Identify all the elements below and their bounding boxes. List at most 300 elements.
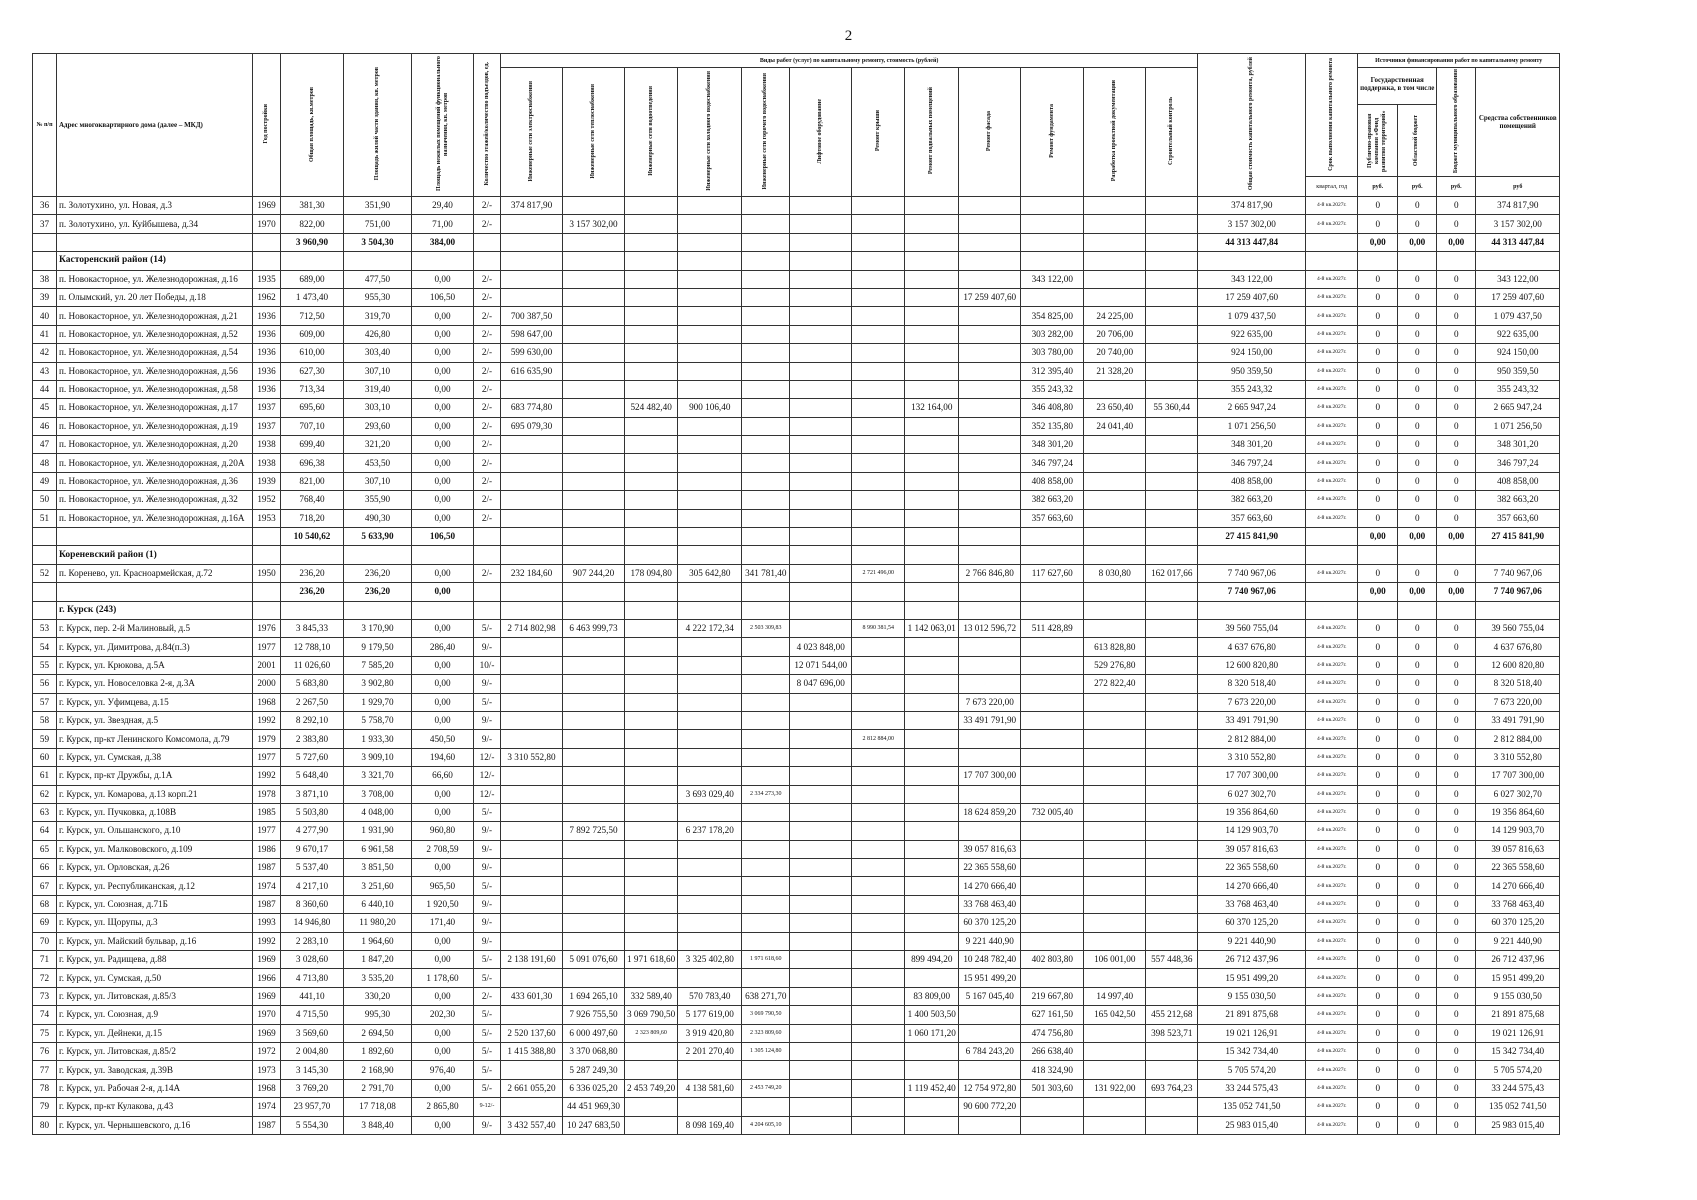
cell-a1: 23 957,70 [281, 1098, 344, 1116]
cell-n: 73 [33, 987, 57, 1005]
cell-a1: 4 715,50 [281, 1006, 344, 1024]
cell-fl: 9/- [474, 914, 501, 932]
cell-d [1306, 583, 1358, 601]
cell-f2: 0 [1398, 1024, 1437, 1042]
cell-l [790, 840, 852, 858]
cell-d: 4-й кв.2027г. [1306, 711, 1358, 729]
cell-f2: 0 [1398, 491, 1437, 509]
cell-f3: 0 [1437, 711, 1476, 729]
cell-year: 1969 [253, 197, 281, 215]
cell-l [790, 767, 852, 785]
cell-l [790, 1061, 852, 1079]
cell-h [563, 711, 625, 729]
cell-year: 1937 [253, 417, 281, 435]
cell-f1: 0 [1358, 767, 1398, 785]
cell-fd [1021, 914, 1084, 932]
cell-f4: 135 052 741,50 [1476, 1098, 1560, 1116]
table-row [33, 399, 1560, 417]
col-fund: Публично-правовая компания «Фонд развития территорий» [1366, 109, 1387, 172]
cell-f3: 0 [1437, 859, 1476, 877]
cell-fl: 2/- [474, 344, 501, 362]
cell-f2: 0 [1398, 362, 1437, 380]
cell-f3: 0 [1437, 362, 1476, 380]
cell-e [501, 656, 563, 674]
cell-l [790, 785, 852, 803]
cell-fl: 9/- [474, 895, 501, 913]
cell-t: 14 270 666,40 [1198, 877, 1306, 895]
cell-k [1146, 1116, 1198, 1134]
cell-f2: 0 [1398, 344, 1437, 362]
col-regional-budget: Областной бюджет [1413, 114, 1420, 167]
cell-fd: 346 797,24 [1021, 454, 1084, 472]
col-heat: Инженерные сети теплоснабжения [590, 83, 596, 179]
cell-hw [742, 270, 790, 288]
cell-n: 61 [33, 767, 57, 785]
cell-fd: 732 005,40 [1021, 803, 1084, 821]
cell-k [1146, 362, 1198, 380]
col-deadline: Срок выполнения капитального ремонта [1328, 57, 1335, 171]
cell-e: 695 079,30 [501, 417, 563, 435]
cell-a3: 0,00 [412, 454, 474, 472]
cell-p [1084, 1061, 1146, 1079]
cell-year: 1973 [253, 1061, 281, 1079]
cell-d: 4-й кв.2027г. [1306, 1098, 1358, 1116]
cell-s [625, 472, 678, 490]
cell-e [501, 638, 563, 656]
cell-e [501, 546, 563, 564]
cell-fl: 2/- [474, 325, 501, 343]
cell-p [1084, 454, 1146, 472]
cell-t: 21 891 875,68 [1198, 1006, 1306, 1024]
cell-s [625, 491, 678, 509]
cell-f [959, 601, 1021, 619]
cell-fl: 2/- [474, 436, 501, 454]
cell-hw [742, 546, 790, 564]
cell-e [501, 840, 563, 858]
cell-a1: 3 569,60 [281, 1024, 344, 1042]
cell-h: 907 244,20 [563, 564, 625, 582]
cell-k [1146, 987, 1198, 1005]
financing-group-header: Источники финансирования работ по капитальному ремонту [1358, 54, 1560, 68]
cell-fd: 418 324,90 [1021, 1061, 1084, 1079]
cell-t: 1 079 437,50 [1198, 307, 1306, 325]
cell-a3: 0,00 [412, 932, 474, 950]
cell-e: 2 661 055,20 [501, 1079, 563, 1097]
cell-fl: 2/- [474, 472, 501, 490]
cell-n: 78 [33, 1079, 57, 1097]
cell-year: 1970 [253, 215, 281, 233]
cell-n: 39 [33, 288, 57, 306]
cell-r [852, 656, 905, 674]
cell-t: 15 342 734,40 [1198, 1042, 1306, 1060]
cell-fl [474, 546, 501, 564]
cell-f2: 0 [1398, 197, 1437, 215]
cell-hw [742, 1098, 790, 1116]
table-row [33, 472, 1560, 490]
cell-f4 [1476, 252, 1560, 270]
cell-s [625, 730, 678, 748]
cell-fd: 312 395,40 [1021, 362, 1084, 380]
cell-t: 357 663,60 [1198, 509, 1306, 527]
cell-a2: 2 168,90 [344, 1061, 412, 1079]
cell-h [563, 638, 625, 656]
cell-hw [742, 362, 790, 380]
cell-f [959, 509, 1021, 527]
cell-f1: 0 [1358, 859, 1398, 877]
cell-year: 1993 [253, 914, 281, 932]
cell-fl: 2/- [474, 197, 501, 215]
cell-p: 131 922,00 [1084, 1079, 1146, 1097]
cell-e: 3 432 557,40 [501, 1116, 563, 1134]
cell-f2: 0,00 [1398, 528, 1437, 546]
cell-f4: 924 150,00 [1476, 344, 1560, 362]
cell-f4: 6 027 302,70 [1476, 785, 1560, 803]
cell-a1: 713,34 [281, 380, 344, 398]
cell-hw [742, 288, 790, 306]
cell-a3: 0,00 [412, 951, 474, 969]
cell-d: 4-й кв.2027г. [1306, 877, 1358, 895]
cell-addr: г. Курск, ул. Орловская, д.26 [57, 859, 253, 877]
cell-hw [742, 601, 790, 619]
cell-e [501, 675, 563, 693]
cell-e [501, 491, 563, 509]
cell-h [563, 417, 625, 435]
cell-a3: 0,00 [412, 436, 474, 454]
cell-n: 75 [33, 1024, 57, 1042]
cell-hw [742, 969, 790, 987]
cell-p: 8 030,80 [1084, 564, 1146, 582]
cell-a2: 1 933,30 [344, 730, 412, 748]
cell-hw [742, 233, 790, 251]
cell-year: 1977 [253, 822, 281, 840]
cell-f2: 0 [1398, 564, 1437, 582]
cell-f2: 0,00 [1398, 233, 1437, 251]
cell-k [1146, 675, 1198, 693]
cell-n: 43 [33, 362, 57, 380]
cell-d: 4-й кв.2027г. [1306, 215, 1358, 233]
cell-p [1084, 215, 1146, 233]
cell-fl: 5/- [474, 969, 501, 987]
cell-s [625, 711, 678, 729]
cell-a1: 4 277,90 [281, 822, 344, 840]
cell-fl: 2/- [474, 399, 501, 417]
cell-c [678, 656, 742, 674]
cell-addr: г. Курск, ул. Союзная, д.9 [57, 1006, 253, 1024]
cell-a1: 2 383,80 [281, 730, 344, 748]
table-row [33, 803, 1560, 821]
cell-r: 8 990 381,54 [852, 619, 905, 637]
cell-f3: 0 [1437, 491, 1476, 509]
table-row [33, 1024, 1560, 1042]
cell-d: 4-й кв.2027г. [1306, 270, 1358, 288]
cell-year: 1969 [253, 1024, 281, 1042]
cell-fd: 511 428,89 [1021, 619, 1084, 637]
cell-fd: 355 243,32 [1021, 380, 1084, 398]
cell-l [790, 877, 852, 895]
cell-s: 1 971 618,60 [625, 951, 678, 969]
cell-c: 3 693 029,40 [678, 785, 742, 803]
cell-fd: 354 825,00 [1021, 307, 1084, 325]
cell-k [1146, 233, 1198, 251]
cell-a3: 0,00 [412, 785, 474, 803]
cell-hw [742, 344, 790, 362]
cell-s [625, 914, 678, 932]
cell-l [790, 914, 852, 932]
page-number: 2 [844, 28, 853, 44]
cell-t: 2 812 884,00 [1198, 730, 1306, 748]
cell-f3 [1437, 252, 1476, 270]
cell-a2: 236,20 [344, 564, 412, 582]
cell-e [501, 454, 563, 472]
cell-f1: 0 [1358, 914, 1398, 932]
cell-a1 [281, 252, 344, 270]
table-row [33, 859, 1560, 877]
cell-f1: 0 [1358, 454, 1398, 472]
cell-h: 3 370 068,80 [563, 1042, 625, 1060]
cell-n: 77 [33, 1061, 57, 1079]
cell-f2: 0 [1398, 417, 1437, 435]
cell-f1: 0 [1358, 730, 1398, 748]
cell-f [959, 380, 1021, 398]
cell-a2: 477,50 [344, 270, 412, 288]
cell-a2: 3 170,90 [344, 619, 412, 637]
cell-c: 4 222 172,34 [678, 619, 742, 637]
cell-k [1146, 1042, 1198, 1060]
cell-n: 46 [33, 417, 57, 435]
cell-a1: 696,38 [281, 454, 344, 472]
cell-c [678, 583, 742, 601]
cell-h [563, 509, 625, 527]
cell-f [959, 436, 1021, 454]
cell-f [959, 675, 1021, 693]
table-row [33, 1116, 1560, 1134]
cell-hw [742, 840, 790, 858]
cell-s [625, 417, 678, 435]
cell-f4: 7 740 967,06 [1476, 583, 1560, 601]
cell-c: 3 919 420,80 [678, 1024, 742, 1042]
cell-e: 2 520 137,60 [501, 1024, 563, 1042]
cell-a2: 351,90 [344, 197, 412, 215]
cell-addr: г. Курск (243) [57, 601, 253, 619]
cell-d: 4-й кв.2027г. [1306, 822, 1358, 840]
cell-f1: 0 [1358, 1116, 1398, 1134]
cell-s [625, 1098, 678, 1116]
col-municipal-budget: Бюджет муниципального образования [1452, 68, 1459, 174]
cell-a2 [344, 601, 412, 619]
cell-a1: 718,20 [281, 509, 344, 527]
cell-b [905, 1042, 959, 1060]
cell-fd [1021, 932, 1084, 950]
cell-year: 1992 [253, 932, 281, 950]
cell-f2: 0 [1398, 730, 1437, 748]
cell-addr: г. Курск, пер. 2-й Малиновый, д.5 [57, 619, 253, 637]
cell-t: 8 320 518,40 [1198, 675, 1306, 693]
cell-hw [742, 656, 790, 674]
cell-a2: 751,00 [344, 215, 412, 233]
cell-f [959, 307, 1021, 325]
cell-r [852, 325, 905, 343]
cell-e [501, 288, 563, 306]
cell-a1: 627,30 [281, 362, 344, 380]
cell-p: 613 828,80 [1084, 638, 1146, 656]
table-row [33, 785, 1560, 803]
cell-f4: 408 858,00 [1476, 472, 1560, 490]
cell-year: 1938 [253, 454, 281, 472]
cell-a3: 106,50 [412, 288, 474, 306]
cell-r: 2 721 496,00 [852, 564, 905, 582]
cell-t: 7 673 220,00 [1198, 693, 1306, 711]
cell-f2: 0 [1398, 822, 1437, 840]
cell-a3: 194,60 [412, 748, 474, 766]
cell-f3: 0 [1437, 619, 1476, 637]
cell-a1: 699,40 [281, 436, 344, 454]
cell-year: 1936 [253, 325, 281, 343]
cell-f [959, 325, 1021, 343]
cell-f4: 7 673 220,00 [1476, 693, 1560, 711]
cell-d: 4-й кв.2027г. [1306, 399, 1358, 417]
cell-a1: 14 946,80 [281, 914, 344, 932]
cell-d: 4-й кв.2027г. [1306, 509, 1358, 527]
cell-s [625, 362, 678, 380]
cell-d: 4-й кв.2027г. [1306, 803, 1358, 821]
cell-addr: п. Новокасторное, ул. Железнодорожная, д.17 [57, 399, 253, 417]
cell-f2: 0 [1398, 1098, 1437, 1116]
cell-r [852, 233, 905, 251]
cell-k [1146, 840, 1198, 858]
cell-s [625, 693, 678, 711]
cell-a2: 9 179,50 [344, 638, 412, 656]
cell-a3: 0,00 [412, 987, 474, 1005]
cell-a3: 0,00 [412, 307, 474, 325]
col-sewer: Инженерные сети водоотведения [647, 86, 654, 176]
cell-b: 1 119 452,40 [905, 1079, 959, 1097]
cell-e: 2 714 802,98 [501, 619, 563, 637]
cell-t: 374 817,90 [1198, 197, 1306, 215]
cell-f1: 0 [1358, 197, 1398, 215]
cell-d: 4-й кв.2027г. [1306, 914, 1358, 932]
cell-e [501, 822, 563, 840]
cell-n: 62 [33, 785, 57, 803]
cell-p [1084, 491, 1146, 509]
cell-f1 [1358, 252, 1398, 270]
cell-c [678, 288, 742, 306]
cell-f: 17 707 300,00 [959, 767, 1021, 785]
cell-a2: 426,80 [344, 325, 412, 343]
cell-d: 4-й кв.2027г. [1306, 693, 1358, 711]
cell-fd [1021, 197, 1084, 215]
cell-r [852, 399, 905, 417]
cell-f: 9 221 440,90 [959, 932, 1021, 950]
cell-d: 4-й кв.2027г. [1306, 1061, 1358, 1079]
cell-h [563, 399, 625, 417]
cell-l [790, 969, 852, 987]
cell-c: 3 325 402,80 [678, 951, 742, 969]
cell-f1 [1358, 601, 1398, 619]
cell-l [790, 325, 852, 343]
cell-fd: 303 282,00 [1021, 325, 1084, 343]
cell-f1: 0 [1358, 436, 1398, 454]
cell-a3: 66,60 [412, 767, 474, 785]
cell-l [790, 546, 852, 564]
cell-addr [57, 233, 253, 251]
cell-b [905, 380, 959, 398]
cell-s [625, 454, 678, 472]
cell-a2: 1 929,70 [344, 693, 412, 711]
cell-addr: Кореневский район (1) [57, 546, 253, 564]
cell-year: 1986 [253, 840, 281, 858]
cell-d: 4-й кв.2027г. [1306, 638, 1358, 656]
cell-h [563, 748, 625, 766]
cell-t: 15 951 499,20 [1198, 969, 1306, 987]
cell-b [905, 711, 959, 729]
cell-b [905, 491, 959, 509]
cell-f [959, 1061, 1021, 1079]
cell-a2: 955,30 [344, 288, 412, 306]
cell-addr: г. Курск, ул. Малкововского, д.109 [57, 840, 253, 858]
cell-a3: 0,00 [412, 656, 474, 674]
table-row [33, 822, 1560, 840]
cell-p: 20 706,00 [1084, 325, 1146, 343]
cell-e [501, 711, 563, 729]
cell-r [852, 840, 905, 858]
cell-n [33, 546, 57, 564]
cell-a2: 490,30 [344, 509, 412, 527]
cell-f: 17 259 407,60 [959, 288, 1021, 306]
cell-n: 72 [33, 969, 57, 987]
cell-k [1146, 472, 1198, 490]
cell-r [852, 969, 905, 987]
cell-c [678, 491, 742, 509]
cell-a3: 0,00 [412, 472, 474, 490]
cell-l: 4 023 848,00 [790, 638, 852, 656]
cell-f3: 0 [1437, 638, 1476, 656]
cell-b [905, 785, 959, 803]
cell-f1: 0 [1358, 822, 1398, 840]
cell-t: 9 155 030,50 [1198, 987, 1306, 1005]
cell-h [563, 932, 625, 950]
cell-hw [742, 509, 790, 527]
cell-k [1146, 730, 1198, 748]
cell-f1: 0 [1358, 1061, 1398, 1079]
cell-k [1146, 583, 1198, 601]
cell-l [790, 454, 852, 472]
cell-f2: 0 [1398, 1006, 1437, 1024]
cell-h [563, 840, 625, 858]
cell-fl: 2/- [474, 987, 501, 1005]
cell-fd [1021, 288, 1084, 306]
cell-year: 1953 [253, 509, 281, 527]
cell-t: 17 707 300,00 [1198, 767, 1306, 785]
cell-a1: 1 473,40 [281, 288, 344, 306]
cell-fl: 2/- [474, 454, 501, 472]
cell-addr: г. Курск, ул. Комарова, д.13 корп.21 [57, 785, 253, 803]
cell-k [1146, 785, 1198, 803]
cell-p [1084, 803, 1146, 821]
cell-a1: 5 537,40 [281, 859, 344, 877]
cell-a1: 609,00 [281, 325, 344, 343]
table-row [33, 215, 1560, 233]
cell-l [790, 1042, 852, 1060]
cell-s [625, 380, 678, 398]
cell-l [790, 307, 852, 325]
cell-f1: 0,00 [1358, 583, 1398, 601]
cell-f2 [1398, 252, 1437, 270]
cell-year: 1987 [253, 1116, 281, 1134]
cell-h [563, 472, 625, 490]
cell-l [790, 528, 852, 546]
cell-s [625, 528, 678, 546]
cell-f1: 0 [1358, 1098, 1398, 1116]
